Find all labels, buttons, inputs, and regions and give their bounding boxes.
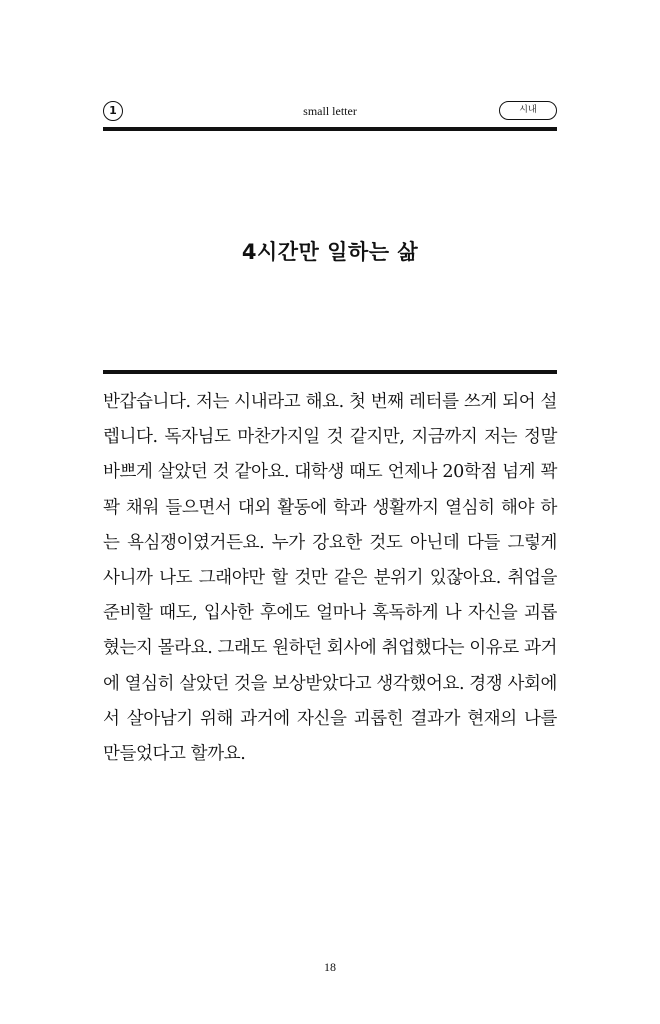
header-rule (103, 127, 557, 131)
body-paragraph: 반갑습니다. 저는 시내라고 해요. 첫 번째 레터를 쓰게 되어 설렙니다. 독자님도 마찬가지일 것 같지만, 지금까지 저는 정말 바쁘게 살았던 것 같아요. 대학생 때도 언제나 20학점 넘게 꽉꽉 채워 들으면서 대외 활동에 학과 생활까지 열심히 해야 하는 욕심쟁이였거든요. 누가 강요한 것도 아닌데 다들 그렇게 사니까 나도 그래야만 할 것만 같은 분위기 있잖아요. 취업을 준비할 때도, 입사한 후에도 얼마나 혹독하게 나 자신을 괴롭혔는지 몰라요. 그래도 원하던 회사에 취업했다는 이유로 과거에 열심히 살았던 것을 보상받았다고 생각했어요. 경쟁 사회에서 살아남기 위해 과거에 자신을 괴롭힌 결과가 현재의 나를 만들었다고 할까요. (103, 392, 557, 765)
title-rule (103, 370, 557, 374)
page-header (103, 101, 557, 123)
running-title: small letter (303, 104, 357, 118)
author-tag: 시내 (499, 101, 557, 120)
page-number: 18 (324, 960, 336, 974)
chapter-number-badge: 1 (103, 101, 123, 121)
chapter-title: 4시간만 일하는 삶 (241, 240, 419, 264)
